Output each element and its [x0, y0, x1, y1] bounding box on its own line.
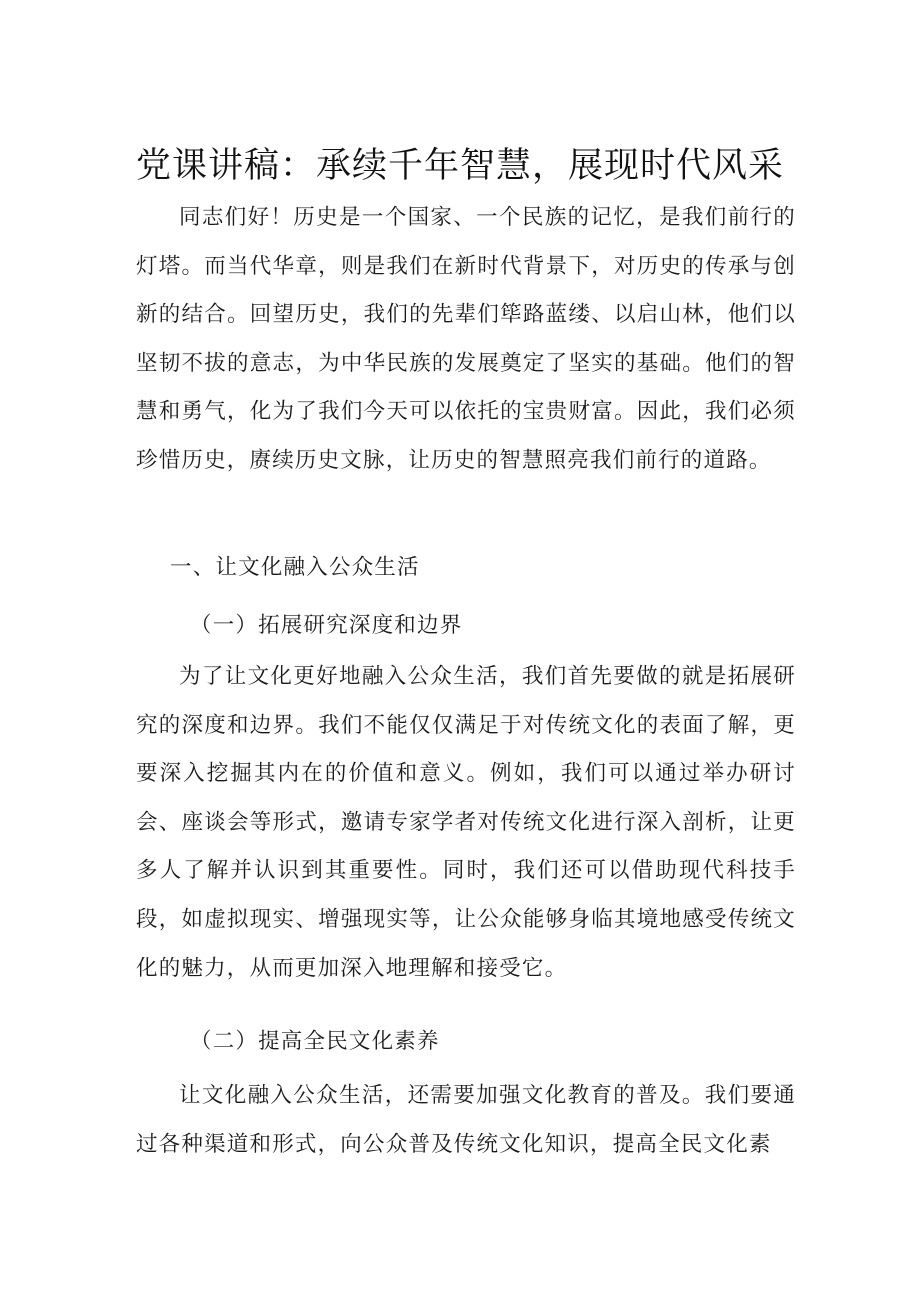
subsection-heading-2: （二）提高全民文化素养 — [190, 1029, 440, 1054]
section-heading-1: 一、让文化融入公众生活 — [170, 555, 420, 580]
document-title: 党课讲稿：承续千年智慧，展现时代风采 — [136, 146, 785, 186]
intro-paragraph: 同志们好！历史是一个国家、一个民族的记忆，是我们前行的灯塔。而当代华章，则是我们在新时代背景下，对历史的传承与创新的结合。回望历史，我们的先辈们筚路蓝缕、以启山林，他们以坚韧不拔的意志，为中华民族的发展奠定了坚实的基础。他们的智慧和勇气，化为了我们今天可以依托的宝贵财富。因此，我们必须珍惜历史，赓续历史文脉，让历史的智慧照亮我们前行的道路。 — [136, 205, 796, 473]
subsection-1-paragraph: 为了让文化更好地融入公众生活，我们首先要做的就是拓展研究的深度和边界。我们不能仅仅满足于对传统文化的表面了解，更要深入挖掘其内在的价值和意义。例如，我们可以通过举办研讨会、座谈会等形式，邀请专家学者对传统文化进行深入剖析，让更多人了解并认识到其重要性。同时，我们还可以借助现代科技手段，如虚拟现实、增强现实等，让公众能够身临其境地感受传统文化的魅力，从而更加深入地理解和接受它。 — [136, 664, 796, 981]
subsection-heading-1: （一）拓展研究深度和边界 — [190, 613, 463, 638]
subsection-2-paragraph: 让文化融入公众生活，还需要加强文化教育的普及。我们要通过各种渠道和形式，向公众普及传统文化知识，提高全民文化素 — [136, 1083, 796, 1157]
